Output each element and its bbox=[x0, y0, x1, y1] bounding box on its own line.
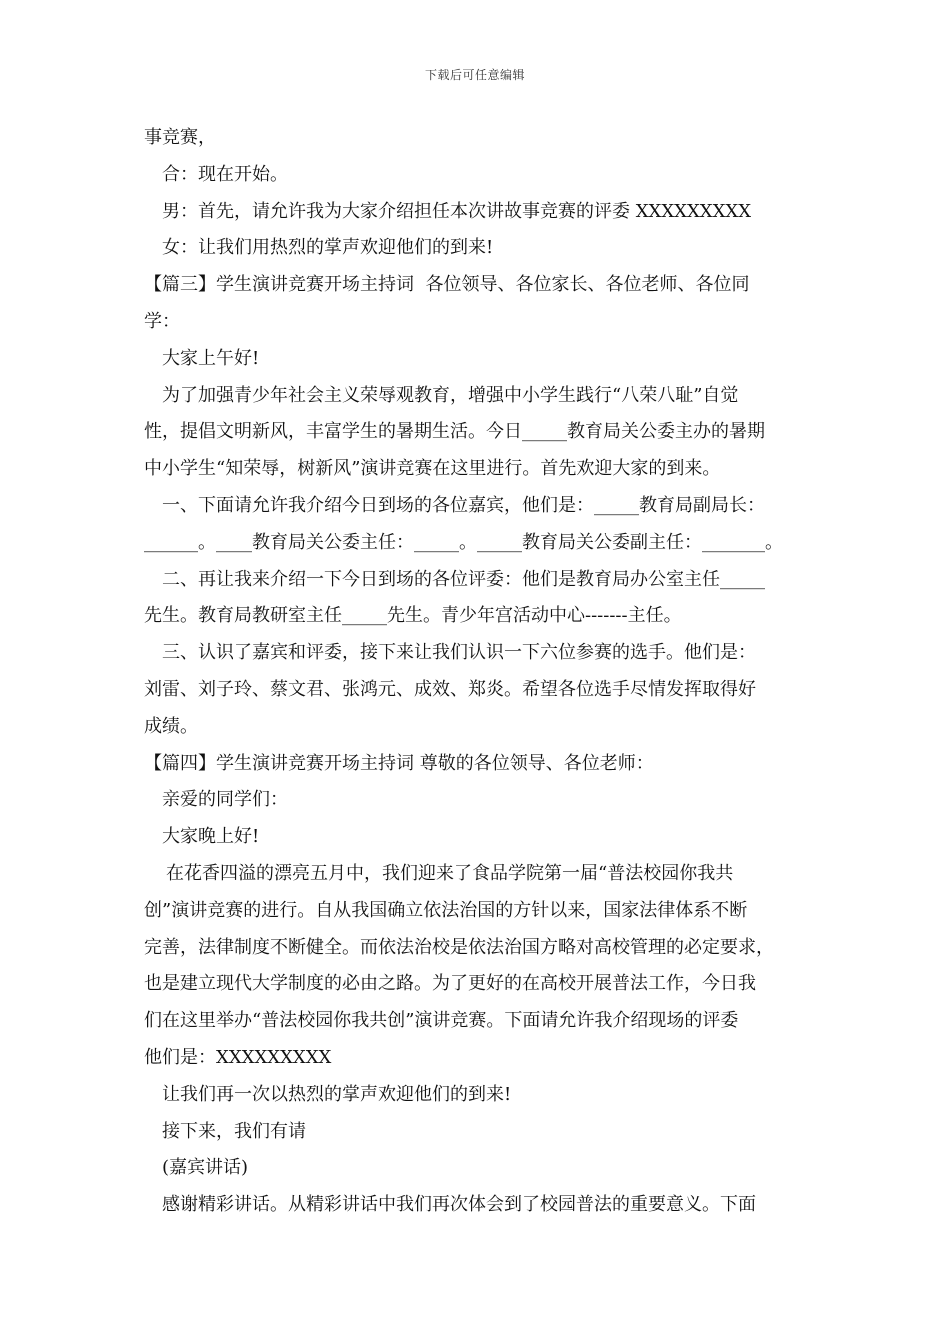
text-line: 【篇三】学生演讲竞赛开场主持词 各位领导、各位家长、各位老师、各位同 bbox=[144, 274, 750, 296]
text-line: 大家上午好! bbox=[162, 347, 260, 369]
text-line: 完善，法律制度不断健全。而依法治校是依法治国方略对高校管理的必定要求， bbox=[144, 936, 774, 958]
text-line: 在花香四溢的漂亮五月中，我们迎来了食品学院第一届“普法校园你我共 bbox=[166, 862, 734, 884]
text-line: 合：现在开始。 bbox=[162, 163, 288, 185]
text-line: 性，提倡文明新风，丰富学生的暑期生活。今日_____教育局关公委主办的暑期 bbox=[144, 421, 765, 443]
text-line: 男：首先，请允许我为大家介绍担任本次讲故事竞赛的评委 XXXXXXXXX bbox=[162, 200, 752, 222]
text-line: 成绩。 bbox=[144, 715, 198, 737]
text-line: 创”演讲竞赛的进行。自从我国确立依法治国的方针以来，国家法律体系不断 bbox=[144, 899, 748, 921]
text-line: 一、下面请允许我介绍今日到场的各位嘉宾，他们是：_____教育局副局长： bbox=[162, 494, 765, 516]
text-line: 为了加强青少年社会主义荣辱观教育，增强中小学生践行“八荣八耻”自觉 bbox=[162, 384, 739, 406]
text-line: (嘉宾讲话) bbox=[162, 1157, 249, 1179]
text-line: 们在这里举办“普法校园你我共创”演讲竞赛。下面请允许我介绍现场的评委 bbox=[144, 1010, 739, 1032]
text-line: 亲爱的同学们： bbox=[162, 789, 288, 811]
text-line: 二、再让我来介绍一下今日到场的各位评委：他们是教育局办公室主任_____ bbox=[162, 568, 765, 590]
text-line: 事竞赛， bbox=[144, 127, 216, 148]
document-body bbox=[144, 120, 812, 1224]
text-line: 中小学生“知荣辱，树新风”演讲竞赛在这里进行。首先欢迎大家的到来。 bbox=[144, 458, 721, 480]
text-line: 让我们再一次以热烈的掌声欢迎他们的到来! bbox=[162, 1083, 512, 1105]
text-line: 学： bbox=[144, 310, 180, 332]
text-line: 三、认识了嘉宾和评委，接下来让我们认识一下六位参赛的选手。他们是： bbox=[162, 642, 756, 664]
page-header: 下载后可任意编辑 bbox=[424, 68, 525, 82]
text-line: 感谢精彩讲话。从精彩讲话中我们再次体会到了校园普法的重要意义。下面 bbox=[162, 1194, 756, 1216]
text-line: 接下来，我们有请 bbox=[162, 1120, 306, 1142]
text-line: 女：让我们用热烈的掌声欢迎他们的到来! bbox=[162, 237, 494, 259]
text-line: 【篇四】学生演讲竞赛开场主持词 尊敬的各位领导、各位老师： bbox=[144, 752, 654, 774]
text-line: ______。____教育局关公委主任：_____。_____教育局关公委副主任：_______。 bbox=[144, 531, 783, 553]
text-line: 也是建立现代大学制度的必由之路。为了更好的在高校开展普法工作，今日我 bbox=[144, 973, 756, 995]
text-line: 他们是：XXXXXXXXX bbox=[144, 1046, 332, 1068]
text-line: 刘雷、刘子玲、蔡文君、张鸿元、成效、郑炎。希望各位选手尽情发挥取得好 bbox=[144, 678, 756, 700]
text-line: 先生。教育局教研室主任_____先生。青少年宫活动中心-------主任。 bbox=[144, 605, 682, 627]
text-line: 大家晚上好! bbox=[162, 826, 260, 848]
